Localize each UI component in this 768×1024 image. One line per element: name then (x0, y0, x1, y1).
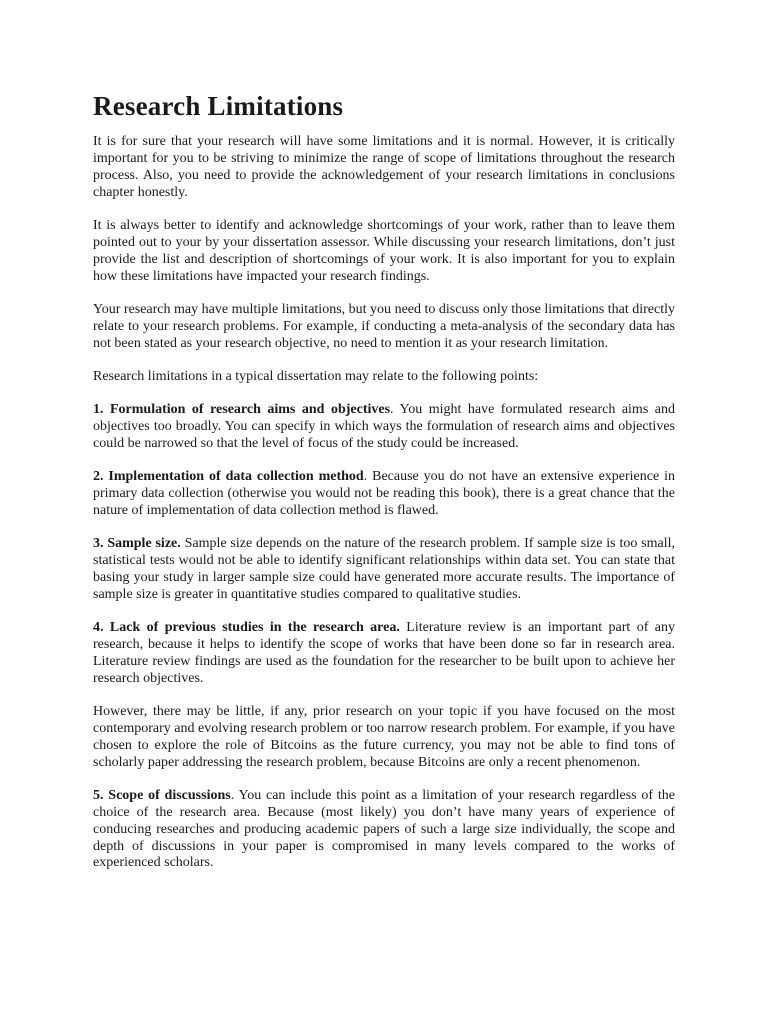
page-title: Research Limitations (93, 91, 344, 121)
point-aims-objectives (93, 402, 675, 453)
point-text: . You might have formulated research aims and objectives too broadly. You can specify in which ways the formulation of research aims and objectives could be narrowed so that the level of focus of the study could be increased. (93, 402, 675, 451)
point-previous-studies (93, 620, 675, 688)
point-heading: 1. Formulation of research aims and objectives (93, 402, 391, 418)
paragraph-acknowledge: It is always better to identify and acknowledge shortcomings of your work, rather than to leave them pointed out to your by your dissertation assessor. While discussing your research limitations, don’t just provide the list and description of shortcomings of your work. It is also important for you to explain how these limitations have impacted your research findings. (93, 217, 675, 284)
point-data-collection (93, 469, 675, 520)
document-content (93, 90, 675, 889)
paragraph-intro: It is for sure that your research will have some limitations and it is normal. However, it is critically important for you to be striving to minimize the range of scope of limitations throughout the research process. Also, you need to provide the acknowledgement of your research limitations in conclusions chapter honestly. (93, 134, 675, 200)
point-sample-size (93, 536, 675, 604)
point-scope-discussions (93, 788, 675, 873)
point-heading: 4. Lack of previous studies in the research area. (93, 620, 400, 636)
point-heading: 3. Sample size. (93, 536, 181, 552)
point-text: . Because you do not have an extensive experience in primary data collection (otherwise you would not be reading this book), there is a great chance that the nature of implementation of data collection method is flawed. (93, 469, 675, 518)
point-text: Literature review is an important part of any research, because it helps to identify the scope of works that have been done so far in research area. Literature review findings are used as the foundation for the researcher to be built upon to achieve her research objectives. (93, 620, 675, 686)
paragraph-points-intro: Research limitations in a typical dissertation may relate to the following points: (93, 368, 539, 384)
paragraph-bitcoin-example: However, there may be little, if any, prior research on your topic if you have focused on the most contemporary and evolving research problem or too narrow research problem. For example, if you have chosen to explore the role of Bitcoins as the future currency, you may not be able to find tons of scholarly paper addressing the research problem, because Bitcoins are only a recent phenomenon. (93, 703, 675, 770)
paragraph-multiple-limitations: Your research may have multiple limitations, but you need to discuss only those limitations that directly relate to your research problems. For example, if conducting a meta-analysis of the secondary data has not been stated as your research objective, no need to mention it as your research limitation. (93, 301, 675, 351)
point-heading: 2. Implementation of data collection method (93, 469, 364, 485)
point-text: . You can include this point as a limitation of your research regardless of the choice of the research area. Because (most likely) you don’t have many years of experience of conducing researches and producing academic papers of such a large size individually, the scope and depth of discussions in your paper is compromised in many levels compared to the works of experienced scholars. (93, 787, 675, 871)
point-text: Sample size depends on the nature of the research problem. If sample size is too small, statistical tests would not be able to identify significant relationships within data set. You can state that basing your study in larger sample size could have generated more accurate results. The importance of sample size is greater in quantitative studies compared to qualitative studies. (93, 536, 675, 602)
point-heading: 5. Scope of discussions (93, 787, 231, 803)
